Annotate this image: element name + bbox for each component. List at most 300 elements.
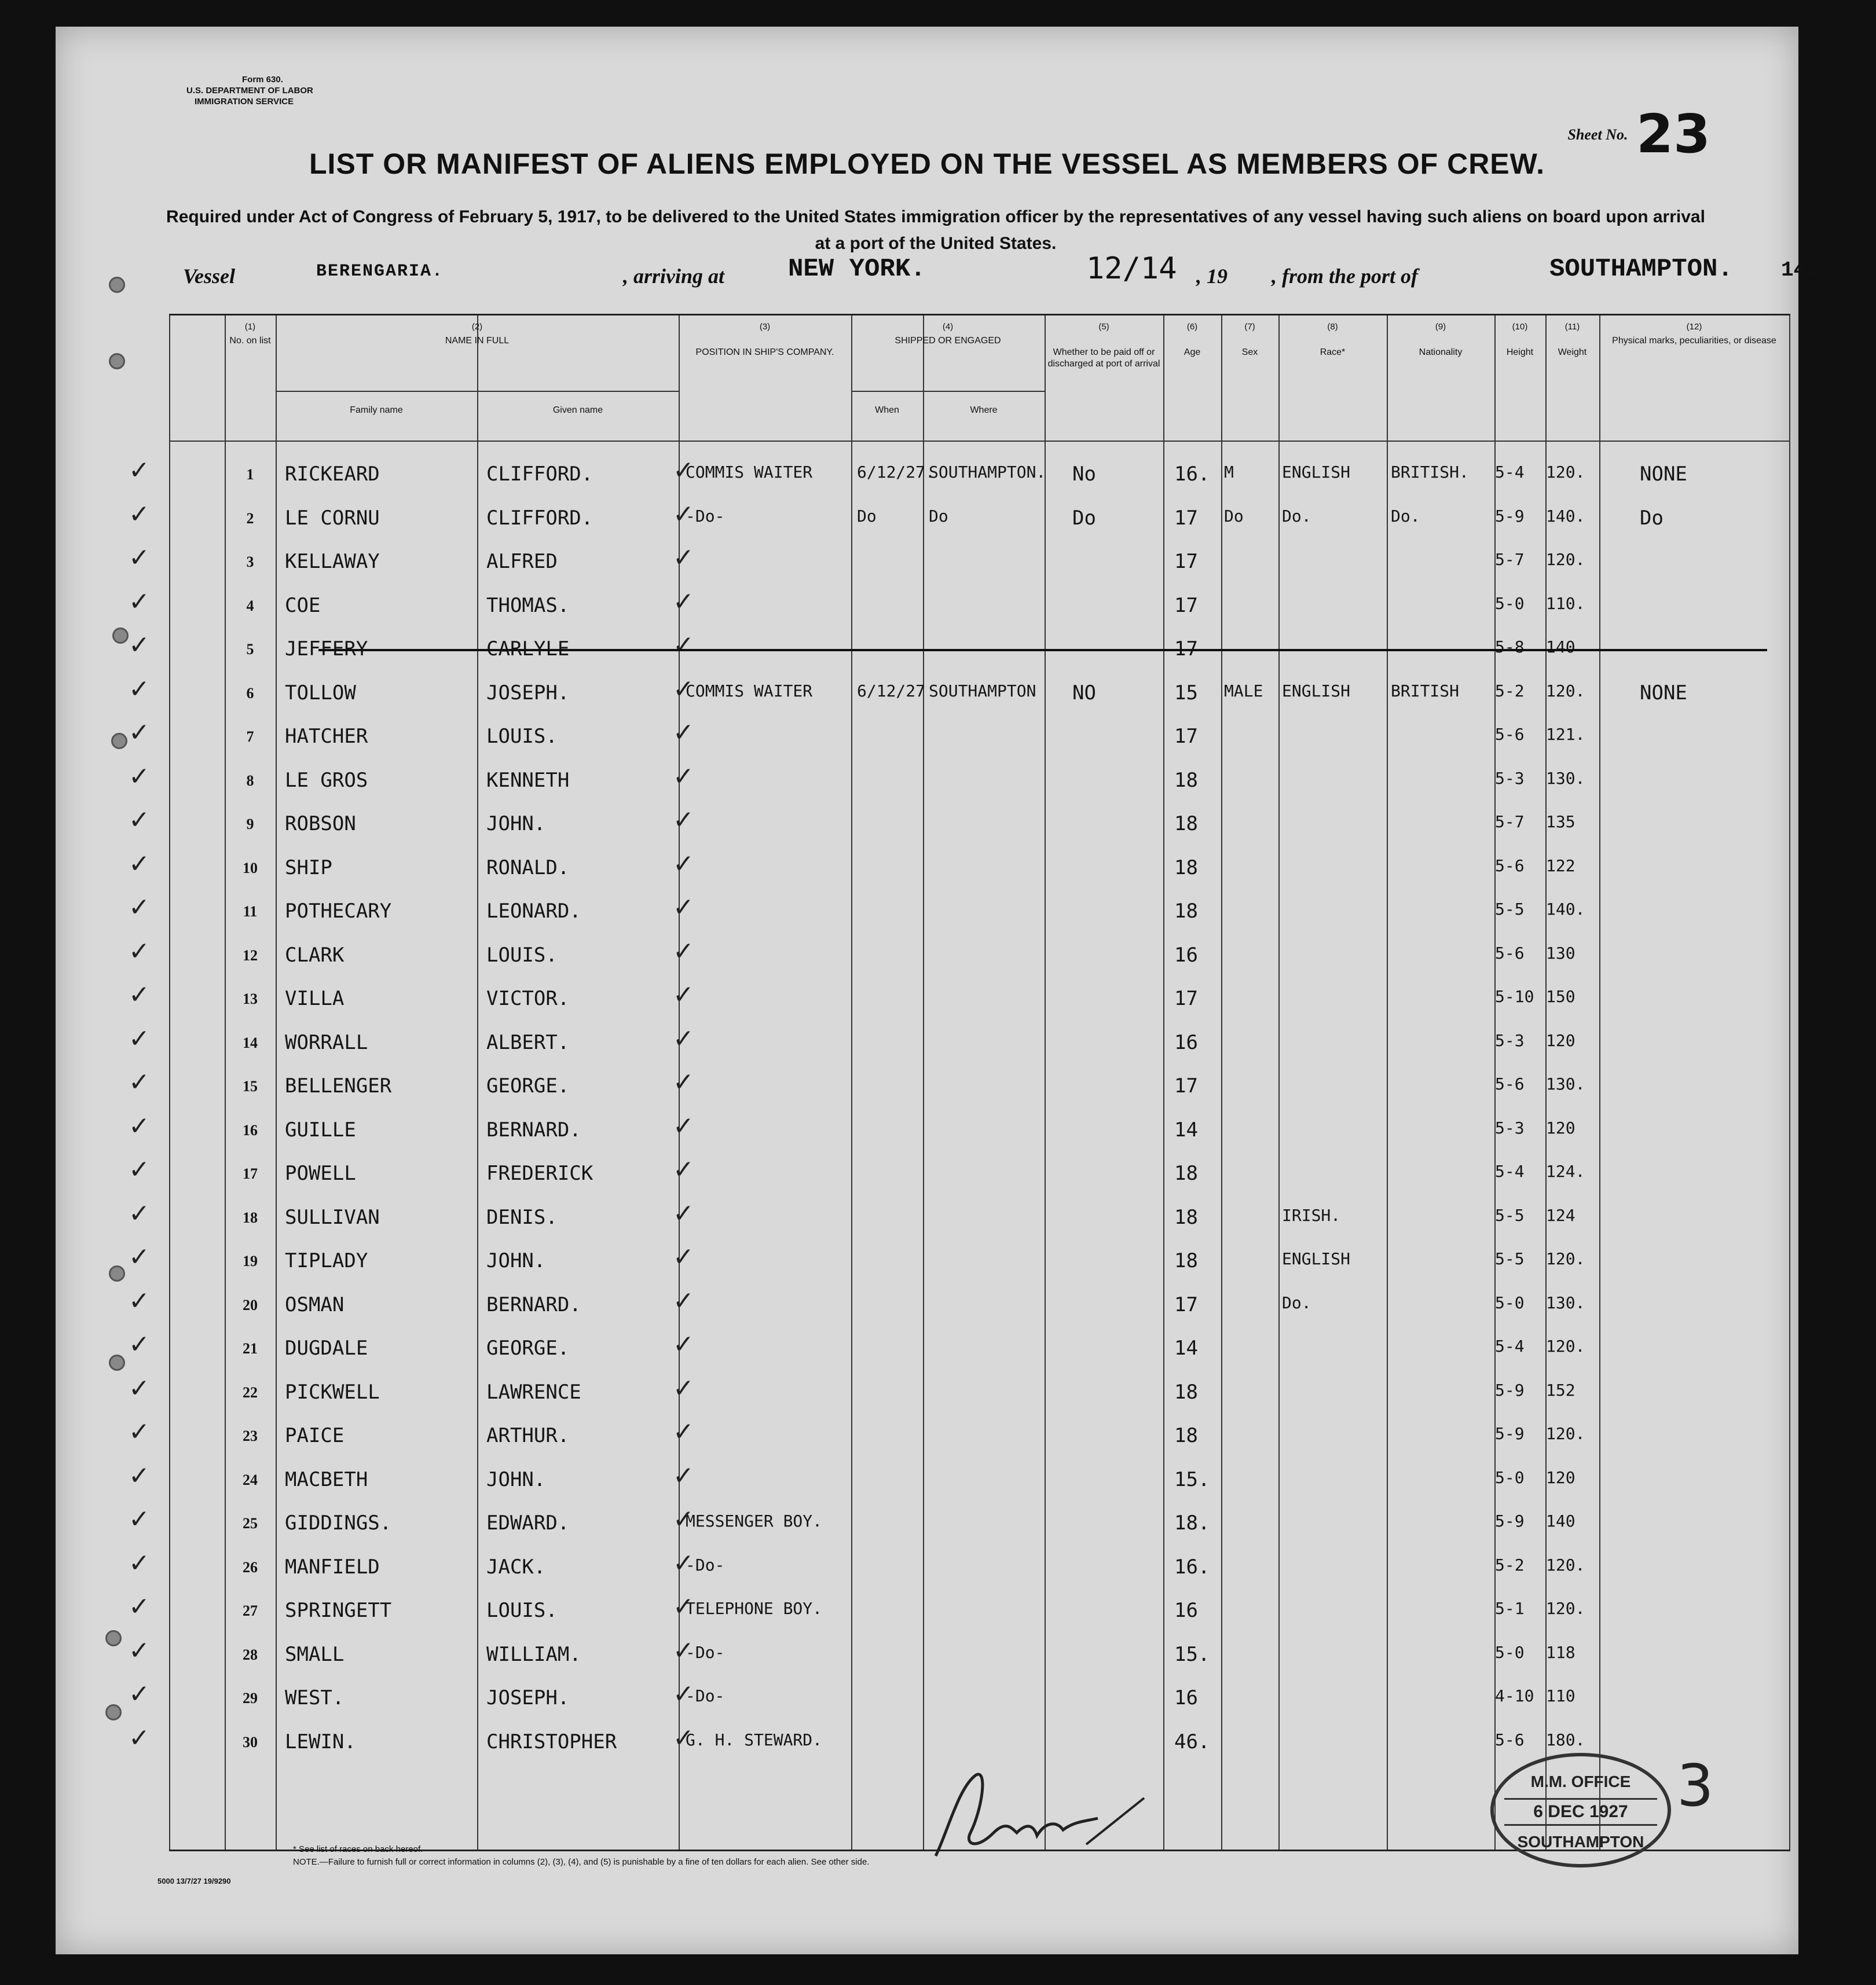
- cell-age: 17: [1174, 725, 1198, 748]
- table-row: [129, 1590, 1790, 1633]
- cell-family: GUILLE: [285, 1118, 356, 1142]
- check-mark-icon: ✓: [129, 1286, 150, 1316]
- cell-weight: 120.: [1546, 681, 1585, 700]
- cell-no: 29: [243, 1690, 258, 1707]
- cell-race: IRISH.: [1282, 1205, 1341, 1225]
- cell-given: BERNARD.: [486, 1118, 581, 1142]
- table-row: [129, 847, 1790, 890]
- cell-no: 19: [243, 1253, 258, 1269]
- arrival-date: 12/14: [1086, 251, 1177, 286]
- cell-given: ALFRED: [486, 550, 558, 573]
- cell-given: BERNARD.: [486, 1293, 581, 1316]
- cell-weight: 120.: [1546, 463, 1585, 482]
- cell-weight: 120.: [1546, 1599, 1585, 1618]
- cell-race: Do.: [1282, 1293, 1311, 1312]
- check-mark-icon: ✓: [129, 1679, 150, 1709]
- cell-height: 5-0: [1495, 1467, 1525, 1487]
- table-row: [129, 759, 1790, 803]
- check-mark-icon: ✓: [673, 936, 694, 966]
- cell-age: 14: [1174, 1337, 1198, 1360]
- check-mark-icon: ✓: [673, 1242, 694, 1272]
- check-mark-icon: ✓: [129, 1417, 150, 1447]
- cell-height: 5-6: [1495, 943, 1525, 963]
- cell-age: 17: [1174, 1293, 1198, 1316]
- table-row: [129, 1634, 1790, 1677]
- header-shipped-engaged: (4) SHIPPED OR ENGAGED: [895, 322, 1001, 346]
- cell-family: COE: [285, 593, 321, 617]
- header-family-name: Family name: [350, 405, 403, 415]
- cell-given: THOMAS.: [486, 593, 570, 617]
- cell-given: LAWRENCE: [486, 1380, 581, 1404]
- vessel-label: Vessel: [183, 265, 235, 288]
- check-mark-icon: ✓: [129, 456, 150, 485]
- cell-given: LEONARD.: [486, 900, 581, 923]
- table-row: [129, 1415, 1790, 1458]
- footnote-note: NOTE.—Failure to furnish full or correct information in columns (2), (3), (4), and (5) is punishable by a fine of ten dollars for each alien. See other side.: [293, 1857, 870, 1867]
- cell-age: 18: [1174, 1205, 1198, 1229]
- cell-when: Do: [857, 506, 877, 526]
- check-mark-icon: ✓: [129, 586, 150, 617]
- cell-position: COMMIS WAITER: [686, 463, 813, 482]
- cell-given: WILLIAM.: [486, 1642, 581, 1666]
- check-mark-icon: ✓: [673, 1417, 694, 1447]
- cell-where: Do: [929, 506, 948, 526]
- cell-height: 5-6: [1495, 1074, 1525, 1094]
- cell-position: MESSENGER BOY.: [686, 1511, 823, 1531]
- check-mark-icon: ✓: [129, 1067, 150, 1097]
- cell-height: 4-10: [1495, 1686, 1534, 1705]
- cell-no: 7: [246, 728, 254, 745]
- cell-family: TIPLADY: [285, 1249, 368, 1272]
- check-mark-icon: ✓: [129, 805, 150, 835]
- cell-given: LOUIS.: [486, 943, 558, 967]
- cell-no: 6: [246, 684, 254, 702]
- check-mark-icon: ✓: [673, 586, 694, 617]
- header-given-name: Given name: [552, 405, 603, 415]
- cell-age: 17: [1174, 987, 1198, 1010]
- cell-family: BELLENGER: [285, 1074, 392, 1098]
- cell-height: 5-0: [1495, 593, 1525, 613]
- page-title: LIST OR MANIFEST OF ALIENS EMPLOYED ON THE VESSEL AS MEMBERS OF CREW.: [309, 148, 1545, 180]
- cell-age: 18: [1174, 856, 1198, 879]
- cell-weight: 124: [1546, 1205, 1575, 1225]
- cell-height: 5-9: [1495, 1424, 1525, 1443]
- cell-family: TOLLOW: [285, 681, 356, 705]
- cell-family: SULLIVAN: [285, 1205, 380, 1229]
- cell-family: ROBSON: [285, 812, 356, 835]
- cell-no: 17: [243, 1165, 258, 1182]
- header-physical-marks: (12) Physical marks, peculiarities, or disease: [1612, 322, 1776, 346]
- cell-no: 22: [243, 1384, 258, 1401]
- check-mark-icon: ✓: [129, 1023, 150, 1054]
- punch-hole: [109, 1355, 125, 1371]
- cell-weight: 122: [1546, 856, 1575, 875]
- cell-age: 17: [1174, 1074, 1198, 1098]
- cell-height: 5-2: [1495, 1555, 1525, 1575]
- check-mark-icon: ✓: [673, 630, 694, 660]
- cell-family: WORRALL: [285, 1030, 368, 1054]
- cell-height: 5-1: [1495, 1599, 1525, 1618]
- table-row: [129, 672, 1790, 716]
- cell-family: MANFIELD: [285, 1555, 380, 1579]
- cell-age: 16: [1174, 943, 1198, 967]
- cell-height: 5-5: [1495, 1205, 1525, 1225]
- cell-given: JOSEPH.: [486, 681, 570, 705]
- cell-given: DENIS.: [486, 1205, 558, 1229]
- cell-given: JOHN.: [486, 1467, 546, 1491]
- cell-where: SOUTHAMPTON.: [929, 463, 1046, 482]
- table-row: [129, 716, 1790, 759]
- cell-weight: 120.: [1546, 1249, 1585, 1268]
- cell-height: 5-4: [1495, 1162, 1525, 1181]
- cell-given: KENNETH: [486, 768, 570, 792]
- table-row: [129, 1677, 1790, 1720]
- cell-age: 18: [1174, 1380, 1198, 1404]
- cell-family: LE CORNU: [285, 506, 380, 530]
- check-mark-icon: ✓: [129, 499, 150, 529]
- cell-family: GIDDINGS.: [285, 1511, 392, 1535]
- cell-weight: 110.: [1546, 593, 1585, 613]
- print-code: 5000 13/7/27 19/9290: [157, 1877, 231, 1885]
- cell-height: 5-7: [1495, 550, 1525, 569]
- cell-family: JEFFERY: [285, 637, 368, 661]
- check-mark-icon: ✓: [129, 1548, 150, 1578]
- cell-height: 5-0: [1495, 1642, 1525, 1662]
- cell-family: HATCHER: [285, 725, 368, 748]
- cell-weight: 130.: [1546, 1074, 1585, 1094]
- punch-hole: [109, 1265, 125, 1282]
- cell-position: COMMIS WAITER: [686, 681, 813, 700]
- check-mark-icon: ✓: [129, 1198, 150, 1228]
- header-nationality: (9) Nationality: [1419, 322, 1463, 357]
- page-subtitle: Required under Act of Congress of February 5, 1917, to be delivered to the United States immigration officer by the representatives of any vessel having such aliens on board upon arrival at a port of the United States.: [166, 207, 1705, 253]
- table-row: [129, 453, 1790, 497]
- cell-family: KELLAWAY: [285, 550, 380, 573]
- header-age: (6) Age: [1184, 322, 1201, 357]
- cell-weight: 121.: [1546, 725, 1585, 744]
- check-mark-icon: ✓: [673, 1592, 694, 1621]
- header-no-on-list: (1) No. on list: [229, 322, 271, 346]
- table-row: [129, 890, 1790, 934]
- stamp-top: M.M. OFFICE: [1530, 1773, 1631, 1790]
- cell-given: JACK.: [486, 1555, 546, 1579]
- cell-given: LOUIS.: [486, 1599, 558, 1622]
- cell-weight: 120.: [1546, 1424, 1585, 1443]
- cell-age: 14: [1174, 1118, 1198, 1142]
- punch-hole: [111, 733, 127, 749]
- cell-position: -Do-: [686, 1555, 725, 1575]
- cell-no: 9: [246, 816, 254, 832]
- table-row: [129, 1109, 1790, 1153]
- cell-nationality: BRITISH.: [1391, 463, 1469, 482]
- check-mark-icon: ✓: [129, 1242, 150, 1272]
- cell-height: 5-5: [1495, 1249, 1525, 1268]
- cell-height: 5-0: [1495, 1293, 1525, 1312]
- cell-family: WEST.: [285, 1686, 345, 1709]
- cell-marks: Do: [1640, 506, 1664, 530]
- cell-family: PICKWELL: [285, 1380, 380, 1404]
- cell-weight: 120.: [1546, 550, 1585, 569]
- check-mark-icon: ✓: [129, 1373, 150, 1403]
- vessel-name: BERENGARIA.: [316, 262, 444, 281]
- check-mark-icon: ✓: [673, 1155, 694, 1184]
- check-mark-icon: ✓: [129, 893, 150, 922]
- header-paid-off: (5) Whether to be paid off or discharged at port of arrival: [1047, 322, 1160, 369]
- check-mark-icon: ✓: [129, 761, 150, 791]
- cell-weight: 130.: [1546, 768, 1585, 788]
- cell-weight: 180.: [1546, 1730, 1585, 1749]
- punch-hole: [109, 277, 125, 293]
- header-weight: (11) Weight: [1558, 322, 1587, 357]
- cell-height: 5-3: [1495, 768, 1525, 788]
- check-mark-icon: ✓: [673, 1461, 694, 1491]
- check-mark-icon: ✓: [673, 1373, 694, 1403]
- check-mark-icon: ✓: [129, 1635, 150, 1665]
- cell-age: 17: [1174, 593, 1198, 617]
- check-mark-icon: ✓: [129, 630, 150, 660]
- table-row: [129, 1022, 1790, 1065]
- check-mark-icon: ✓: [673, 543, 694, 573]
- cell-weight: 135: [1546, 812, 1575, 831]
- table-row: [129, 1197, 1790, 1240]
- cell-given: CHRISTOPHER: [486, 1730, 617, 1753]
- cell-given: ALBERT.: [486, 1030, 570, 1054]
- cell-weight: 130.: [1546, 1293, 1585, 1312]
- cell-sex: Do: [1224, 506, 1244, 526]
- cell-paid: Do: [1072, 506, 1096, 530]
- table-row: [129, 541, 1790, 584]
- cell-given: JOHN.: [486, 1249, 546, 1272]
- cell-family: LEWIN.: [285, 1730, 356, 1753]
- cell-family: PAICE: [285, 1424, 345, 1447]
- cell-age: 16: [1174, 1686, 1198, 1709]
- check-mark-icon: ✓: [129, 1723, 150, 1753]
- cell-height: 5-8: [1495, 637, 1525, 656]
- check-mark-icon: ✓: [129, 936, 150, 966]
- cell-no: 8: [246, 772, 254, 789]
- check-mark-icon: ✓: [129, 849, 150, 879]
- cell-age: 18: [1174, 812, 1198, 835]
- cell-given: CLIFFORD.: [486, 463, 593, 486]
- cell-height: 5-4: [1495, 463, 1525, 482]
- cell-given: ARTHUR.: [486, 1424, 570, 1447]
- table-row: [129, 1327, 1790, 1371]
- cell-when: 6/12/27: [857, 681, 926, 700]
- table-row: [129, 803, 1790, 846]
- cell-age: 46.: [1174, 1730, 1210, 1753]
- check-mark-icon: ✓: [673, 893, 694, 922]
- check-mark-icon: ✓: [129, 718, 150, 747]
- cell-age: 17: [1174, 550, 1198, 573]
- check-mark-icon: ✓: [129, 1505, 150, 1534]
- sheet-number-block: [1567, 90, 1710, 165]
- cell-family: RICKEARD: [285, 463, 380, 486]
- table-row: [129, 934, 1790, 978]
- check-mark-icon: ✓: [673, 499, 694, 529]
- cell-age: 16.: [1174, 1555, 1210, 1579]
- cell-height: 5-7: [1495, 812, 1525, 831]
- sheet-number-label: Sheet No.: [1567, 126, 1628, 143]
- cell-paid: NO: [1072, 681, 1096, 705]
- cell-age: 16: [1174, 1030, 1198, 1054]
- cell-weight: 130: [1546, 943, 1575, 963]
- cell-no: 30: [243, 1733, 258, 1751]
- cell-age: 15.: [1174, 1642, 1210, 1666]
- cell-weight: 140: [1546, 1511, 1575, 1531]
- service-name: IMMIGRATION SERVICE: [195, 97, 294, 107]
- cell-weight: 140.: [1546, 506, 1585, 526]
- cell-marks: NONE: [1640, 681, 1687, 705]
- cell-age: 18.: [1174, 1511, 1210, 1535]
- check-mark-icon: ✓: [129, 1461, 150, 1491]
- check-mark-icon: ✓: [129, 1155, 150, 1184]
- check-mark-icon: ✓: [673, 1111, 694, 1141]
- check-mark-icon: ✓: [673, 849, 694, 879]
- header-sex: (7) Sex: [1241, 322, 1258, 357]
- cell-nationality: Do.: [1391, 506, 1420, 526]
- cell-family: OSMAN: [285, 1293, 345, 1316]
- cell-position: -Do-: [686, 1686, 725, 1705]
- header-race: (8) Race*: [1320, 322, 1346, 357]
- header-position: (3) POSITION IN SHIP'S COMPANY.: [695, 322, 834, 357]
- cell-race: Do.: [1282, 506, 1311, 526]
- cell-weight: 140: [1546, 637, 1575, 656]
- cell-height: 5-3: [1495, 1030, 1525, 1050]
- cell-no: 16: [243, 1121, 258, 1139]
- cell-no: 25: [243, 1515, 258, 1532]
- cell-age: 18: [1174, 768, 1198, 792]
- cell-position: -Do-: [686, 506, 725, 526]
- cell-no: 27: [243, 1602, 258, 1619]
- cell-given: GEORGE.: [486, 1074, 570, 1098]
- cell-weight: 120: [1546, 1030, 1575, 1050]
- check-mark-icon: ✓: [673, 1505, 694, 1534]
- cell-position: -Do-: [686, 1642, 725, 1662]
- cell-no: 5: [246, 641, 254, 658]
- cell-weight: 120: [1546, 1467, 1575, 1487]
- check-mark-icon: ✓: [673, 1635, 694, 1665]
- check-mark-icon: ✓: [673, 1023, 694, 1054]
- cell-given: JOSEPH.: [486, 1686, 570, 1709]
- cell-given: LOUIS.: [486, 725, 558, 748]
- cell-weight: 118: [1546, 1642, 1575, 1662]
- department-name: U.S. DEPARTMENT OF LABOR: [186, 86, 313, 96]
- cell-family: POWELL: [285, 1162, 356, 1185]
- cell-weight: 120: [1546, 1118, 1575, 1138]
- cell-sex: MALE: [1224, 681, 1263, 700]
- cell-age: 17: [1174, 506, 1198, 530]
- check-mark-icon: ✓: [673, 805, 694, 835]
- stamp-date: 6 DEC 1927: [1504, 1798, 1657, 1826]
- header-when: When: [875, 405, 899, 415]
- cell-sex: M: [1224, 463, 1234, 482]
- cell-weight: 120.: [1546, 1555, 1585, 1575]
- cell-height: 5-2: [1495, 681, 1525, 700]
- cell-family: POTHECARY: [285, 900, 392, 923]
- cell-height: 5-9: [1495, 506, 1525, 526]
- cell-weight: 120.: [1546, 1337, 1585, 1356]
- cell-no: 11: [243, 903, 258, 920]
- cell-no: 4: [246, 597, 254, 614]
- table-row: [129, 585, 1790, 628]
- sheet-number-value: 23: [1636, 103, 1710, 165]
- cell-height: 5-9: [1495, 1380, 1525, 1400]
- punch-hole: [109, 353, 125, 369]
- check-mark-icon: ✓: [673, 674, 694, 704]
- cell-position: TELEPHONE BOY.: [686, 1599, 823, 1618]
- cell-age: 18: [1174, 1249, 1198, 1272]
- vessel-line: [183, 251, 1819, 299]
- cell-weight: 124.: [1546, 1162, 1585, 1181]
- check-mark-icon: ✓: [673, 980, 694, 1010]
- cell-height: 5-5: [1495, 900, 1525, 919]
- header-where: Where: [970, 405, 998, 415]
- cell-height: 5-3: [1495, 1118, 1525, 1138]
- signature: [913, 1763, 1156, 1867]
- check-mark-icon: ✓: [673, 1679, 694, 1709]
- cell-no: 13: [243, 990, 258, 1007]
- check-mark-icon: ✓: [129, 1592, 150, 1621]
- check-mark-icon: ✓: [129, 1111, 150, 1141]
- cell-no: 2: [246, 509, 254, 527]
- check-mark-icon: ✓: [673, 1286, 694, 1316]
- cell-family: SMALL: [285, 1642, 345, 1666]
- table-row: [129, 1065, 1790, 1109]
- cell-no: 10: [243, 859, 258, 876]
- stamp-bottom: SOUTHAMPTON: [1517, 1833, 1644, 1851]
- cell-no: 26: [243, 1558, 258, 1576]
- cell-weight: 110: [1546, 1686, 1575, 1705]
- cell-given: RONALD.: [486, 856, 570, 879]
- office-stamp: [1490, 1753, 1671, 1867]
- cell-weight: 150: [1546, 987, 1575, 1006]
- cell-weight: 152: [1546, 1380, 1575, 1400]
- check-mark-icon: ✓: [129, 543, 150, 573]
- cell-family: CLARK: [285, 943, 345, 967]
- cell-paid: No: [1072, 463, 1096, 486]
- table-row: [129, 1459, 1790, 1502]
- cell-age: 17: [1174, 637, 1198, 661]
- cell-when: 6/12/27.: [857, 463, 935, 482]
- check-mark-icon: ✓: [129, 980, 150, 1010]
- table-row: [129, 1371, 1790, 1415]
- cell-age: 18: [1174, 1162, 1198, 1185]
- cell-race: ENGLISH: [1282, 681, 1351, 700]
- check-mark-icon: ✓: [673, 1723, 694, 1753]
- check-mark-icon: ✓: [673, 761, 694, 791]
- manifest-sheet: [56, 27, 1819, 1954]
- header-name-in-full: (2) NAME IN FULL: [445, 322, 510, 346]
- table-row: [129, 1546, 1790, 1590]
- cell-age: 16: [1174, 1599, 1198, 1622]
- cell-family: LE GROS: [285, 768, 368, 792]
- cell-family: SHIP: [285, 856, 332, 879]
- punch-hole: [105, 1704, 122, 1720]
- cell-height: 5-4: [1495, 1337, 1525, 1356]
- cell-no: 15: [243, 1078, 258, 1095]
- cell-height: 5-10: [1495, 987, 1534, 1006]
- cell-weight: 140.: [1546, 900, 1585, 919]
- cell-no: 23: [243, 1428, 258, 1444]
- cell-no: 14: [243, 1034, 258, 1051]
- cell-no: 3: [246, 553, 254, 570]
- cell-age: 15.: [1174, 1467, 1210, 1491]
- cell-race: ENGLISH: [1282, 1249, 1351, 1268]
- cell-race: ENGLISH: [1282, 463, 1351, 482]
- footnote-races: * See list of races on back hereof.: [293, 1844, 423, 1854]
- cell-nationality: BRITISH: [1391, 681, 1460, 700]
- from-port: SOUTHAMPTON.: [1549, 255, 1733, 284]
